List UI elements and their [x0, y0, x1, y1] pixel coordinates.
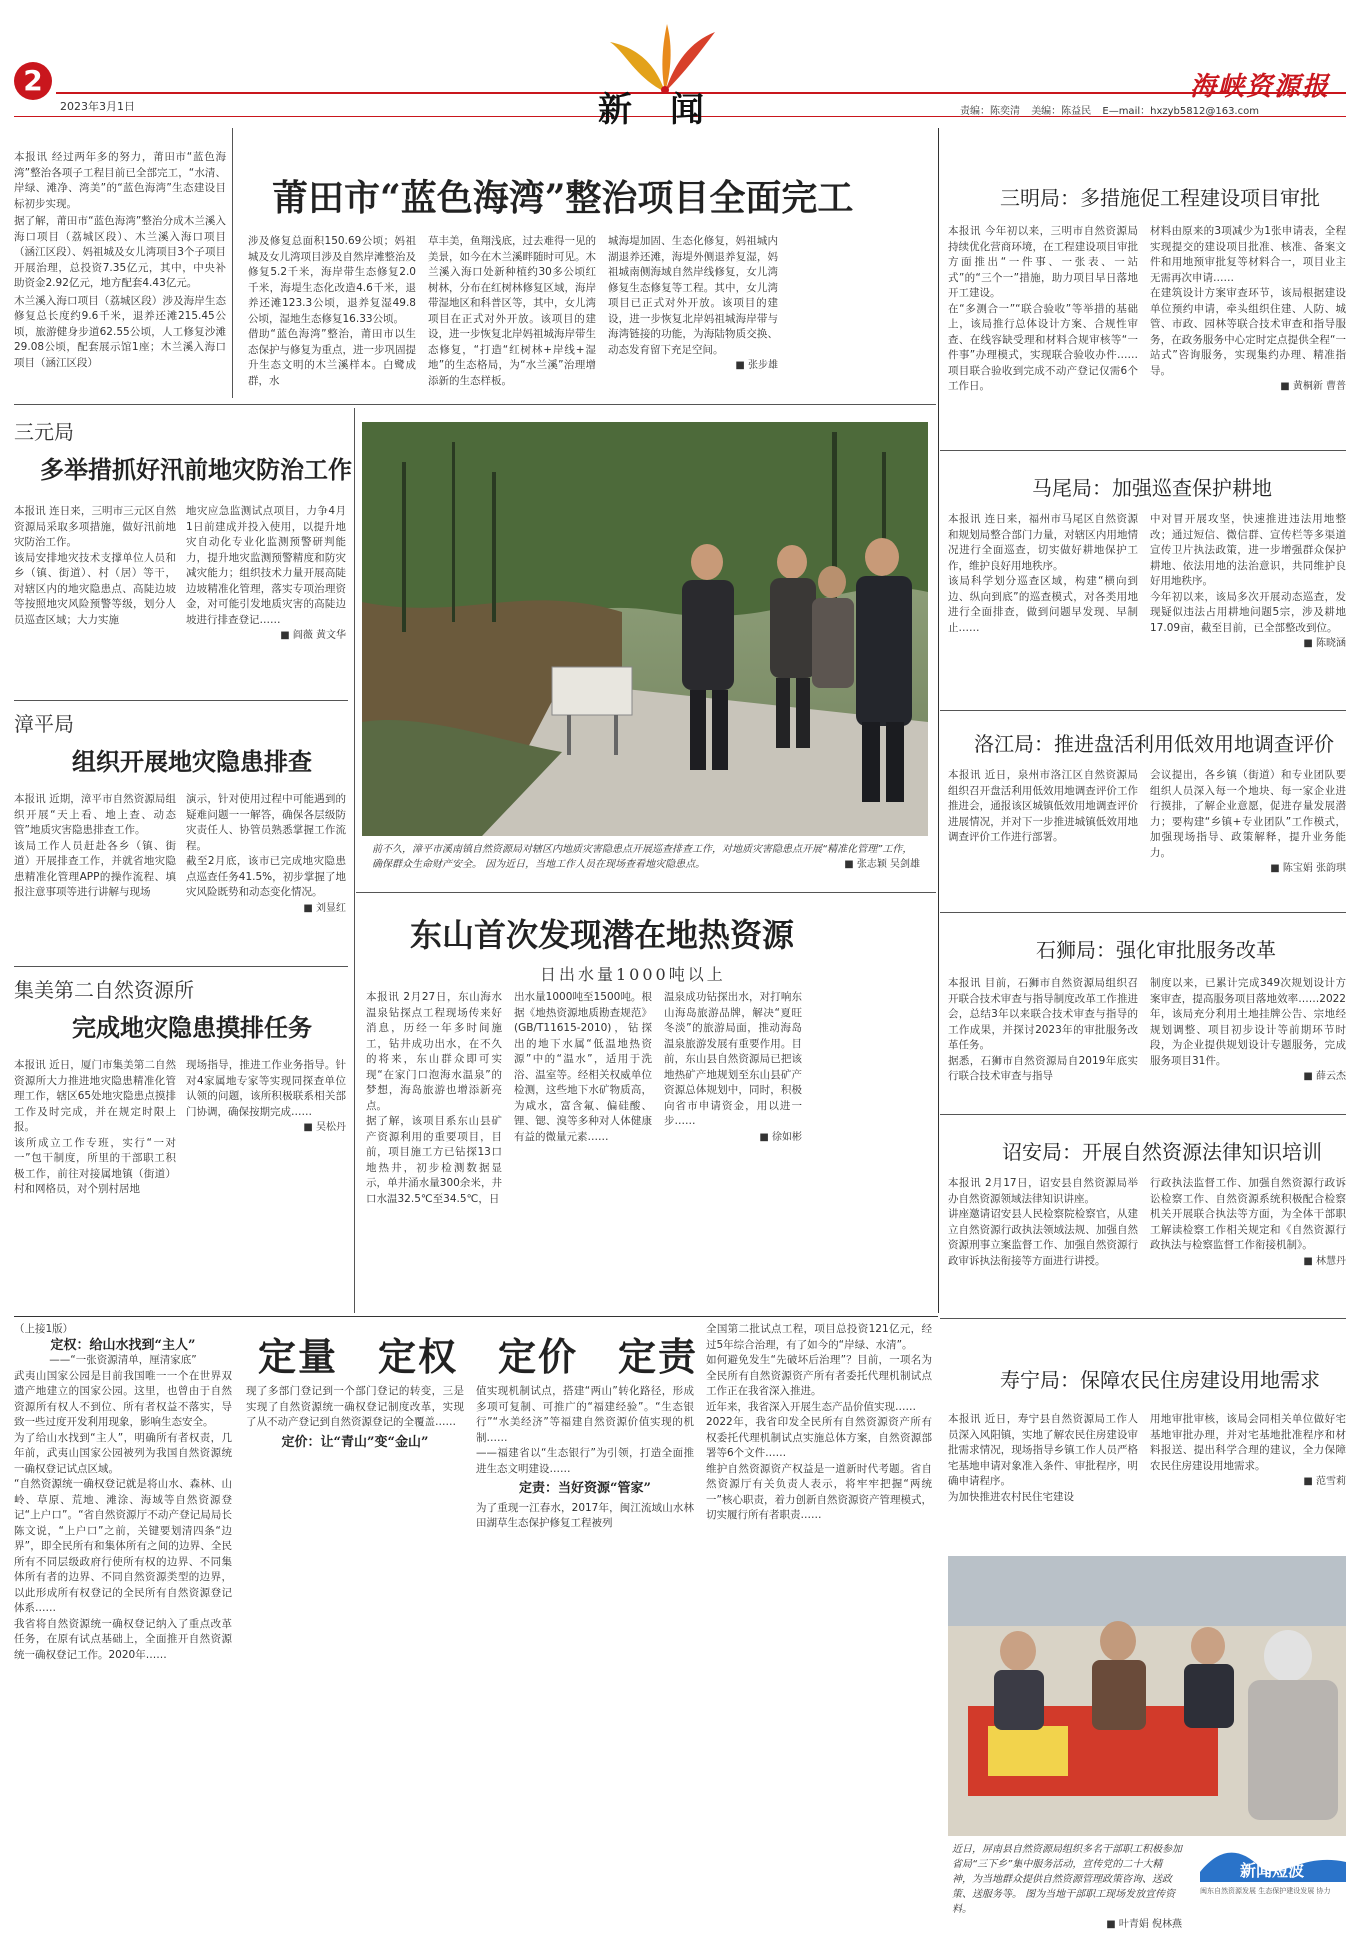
feature-sub1: 定权：给山水找到“主人”	[50, 1337, 196, 1353]
shouning-p3: 用地审批审核，该局会同相关单位做好宅基地审批办理，并对宅基地批准程序和材料报送、提出科学合理的建议，全力保障农民住房建设用地需求。	[1150, 1413, 1346, 1472]
sanming-p4: 在建筑设计方案审查环节，该局根据建设单位预约申请，牵头组织住建、人防、城管、市政、园林等联合技术审查和指导服务，在政务服务中心定时定点提供全程“一站式”咨询服务，实现集约办理、精准指导。	[1150, 287, 1346, 377]
feature-p14: 为了重现一江春水，2017年，闽江流域山水林田湖草生态保护修复工程被列	[476, 1501, 694, 1529]
luojiang-title: 洛江局：推进盘活利用低效用地调查评价	[974, 732, 1334, 756]
bottom-photo-caption	[952, 1842, 1182, 1932]
sanyuan-title: 多举措抓好汛前地灾防治工作	[40, 455, 352, 484]
lead-intro	[14, 150, 226, 371]
main-photo-credit: ■ 张志颖 吴剑雄	[844, 859, 920, 870]
designer: 美编：陈益民	[1031, 106, 1092, 117]
page-number: 2	[23, 64, 43, 97]
zhangping-col-2	[186, 792, 346, 916]
zhangping-author: ■ 刘显红	[303, 902, 346, 914]
divider	[14, 700, 348, 701]
feature-p10: 全国第二批试点工程，项目总投资121亿元，经过5年综合治理，有了如今的“岸绿、水清”。	[706, 1323, 932, 1351]
lead-p5: 草丰美，鱼翔浅底，过去难得一见的美景，如今在木兰溪畔随时可见。木兰溪入海口处新种植约30多公顷红树林，分布在红树林修复区域，海岸带湿地区和科普区等，其中，女儿湾项目在正式对外开放。该项目的建设，进一步恢复北岸妈祖城海岸带生态修复，“打造“红树林+岸线+湿地”的生态格局，为“水兰溪”治理增添新的生态样板。	[428, 235, 596, 387]
feature-continued: （上接1版）	[14, 1323, 74, 1335]
lead-col-2	[248, 234, 416, 389]
dongshan-col-1	[366, 990, 502, 1207]
shouning-author: ■ 范雪莉	[1303, 1476, 1346, 1487]
jimei-col-1	[14, 1058, 176, 1198]
sanming-author: ■ 黄桐新 曹普	[1280, 381, 1346, 392]
feature-p11: 如何避免发生“先破坏后治理”？目前，一项名为全民所有自然资源资产所有者委托代理机制试点工作正在我省深入推进。	[706, 1354, 932, 1397]
shouning-col-1	[948, 1412, 1138, 1505]
divider	[354, 408, 355, 1313]
feature-p5: 现了多部门登记到一个部门登记的转变，三是实现了自然资源统一确权登记制度改革，实现了从不动产登记到自然资源登记的全覆盖……	[246, 1385, 464, 1428]
shishi-p1: 本报讯 目前，石狮市自然资源局组织召开联合技术审查与指导制度改革工作推进会，总结3年以来联合技术审查与指导的工作成果，并探讨2023年的审批服务改革任务。	[948, 977, 1138, 1051]
lead-col-3	[428, 234, 596, 389]
shouning-title: 寿宁局：保障农民住房建设用地需求	[1000, 1368, 1320, 1392]
lead-p3: 涉及修复总面积150.69公顷；妈祖城及女儿湾项目涉及自然岸滩整治及修复5.2千米，海岸带生态修复2.0千米，海堤生态化改造4.6千米，退养还滩123.3公顷，退养复湿49.8公顷，湿地生态修复16.33公顷。	[248, 235, 416, 325]
editor: 责编：陈奕清	[960, 106, 1020, 117]
page-number-badge	[14, 62, 52, 100]
zhangping-tag: 漳平局	[14, 712, 74, 736]
mawei-p2: 该局科学划分巡查区域，构建“横向到边、纵向到底”的巡查模式，对各类用地进行全面排查，做到问题早发现、早制止……	[948, 575, 1138, 634]
zhangping-p3: 演示，针对使用过程中可能遇到的疑难问题一一解答，确保各层级防灾责任人、协管员熟悉掌握工作流程。	[186, 793, 346, 852]
zhangping-p2: 该局工作人员赶赴各乡（镇、街道）开展排查工作，并就省地灾隐患精准化管理APP的操作流程、填报注意事项等进行讲解与现场	[14, 839, 176, 898]
feature-col-2	[246, 1384, 464, 1454]
zhaoan-author: ■ 林慧丹	[1303, 1255, 1346, 1267]
section-title: 新 闻	[598, 90, 706, 130]
dongshan-subtitle: 日出水量1000吨以上	[540, 965, 726, 984]
main-photo-caption-text: 前不久，漳平市溪南镇自然资源局对辖区内地质灾害隐患点开展巡查排查工作，对地质灾害隐患点开展“精准化管理”工作，确保群众生命财产安全。	[372, 844, 913, 870]
zhangping-p4: 截至2月底，该市已完成地灾隐患点巡查任务41.5%，初步掌握了地灾风险既势和动态变化情况。	[186, 855, 346, 898]
luojiang-col-2	[1150, 768, 1346, 877]
issue-date: 2023年3月1日	[60, 100, 135, 113]
sanyuan-col-2	[186, 504, 346, 644]
email: E—mail：hxzyb5812@163.com	[1102, 106, 1259, 117]
feature-p8: ——福建省以“生态银行”为引领，打造全面推进生态文明建设……	[476, 1447, 694, 1475]
luojiang-p1: 本报讯 近日，泉州市洛江区自然资源局组织召开盘活利用低效用地调查评价工作推进会，通报该区城镇低效用地调查评价进展情况，并对下一步推进城镇低效用地调查评价工作进行部署。	[948, 769, 1138, 843]
feature-col-3	[476, 1384, 694, 1532]
divider	[938, 128, 939, 1313]
sanyuan-tag: 三元局	[14, 420, 74, 444]
zhaoan-col-1	[948, 1176, 1138, 1269]
divider	[940, 450, 1346, 451]
dongshan-p4: 温泉成功钻探出水，对打响东山海岛旅游品牌，解决“夏旺冬淡”的旅游局面，推动海岛温泉旅游发展有重要作用。目前，东山县自然资源局已把该地热矿产地规划至东山县矿产资源总体规划中，同时，积极向省市申请资金，用以进一步……	[664, 991, 802, 1127]
news-brief-label: 新闻短波	[1240, 1861, 1305, 1880]
mawei-col-2	[1150, 512, 1346, 652]
dongshan-author: ■ 徐如彬	[759, 1131, 802, 1143]
dongshan-p1: 本报讯 2月27日，东山海水温泉钻探点工程现场传来好消息，历经一年多时间施工，钻井成功出水，在不久的将来，东山群众即可实现“在家门口泡海水温泉”的梦想，海岛旅游也增添新亮点。	[366, 991, 502, 1112]
feature-p2: 为了给山水找到“主人”，明确所有者权责，几年前，武夷山国家公园被列为我国自然资源统一确权登记试点区域。	[14, 1431, 232, 1475]
lead-p6: 城海堤加固、生态化修复，妈祖城内湖退养还滩，海堤外侧退养复湿，妈祖城南侧海域自然岸线修复，女儿湾修复生态修复等工程。其中，女儿湾项目已正式对外开放。该项目的建设，进一步恢复北岸妈祖城海岸带与海湾链接的功能，为海陆物质交换、动态发育留下充足空间。	[608, 235, 778, 356]
feature-p13: 2022年，我省印发全民所有自然资源资产所有权委托代理机制试点实施总体方案，自然资源部署等6个文件……	[706, 1416, 932, 1459]
shouning-p1: 本报讯 近日，寿宁县自然资源局工作人员深入风阳镇，实地了解农民住房建设审批需求情况，现场指导乡镇工作人员严格宅基地申请对象准入条件、审批程序，明确申请程序。	[948, 1413, 1138, 1487]
sanming-p1: 本报讯 今年初以来，三明市自然资源局持续优化营商环境，在工程建设项目审批方面推出“一件事、一张表、一站式”的“三个一”措施，助力项目早日落地开工建设。	[948, 225, 1138, 299]
bottom-photo-caption-text: 近日，屏南县自然资源局组织多名干部职工积极参加省局“三下乡”集中服务活动，宣传党的二十大精神，为当地群众提供自然资源管理政策咨询、送政策、送服务等。	[952, 1844, 1182, 1900]
paper-name: 海峡资源报	[1190, 72, 1331, 102]
lead-intro-text: 本报讯 经过两年多的努力，莆田市“蓝色海湾”整治各项子工程目前已全部完工，“水清、岸绿、滩净、湾美”的“蓝色海湾”生态建设目标初步实现。	[14, 151, 226, 210]
mawei-p4: 今年初以来，该局多次开展动态巡查，发现疑似违法占用耕地问题5宗，涉及耕地17.09亩，截至目前，已全部整改到位。	[1150, 590, 1346, 634]
feature-p3: “自然资源统一确权登记就是将山水、森林、山岭、草原、荒地、滩涂、海域等自然资源登记“上户口”。“省自然资源厅不动产登记局局长陈文说，“上户口”之前，关键要划清四条“边界”，即全民所有和集体所有之间的边界、全民所有不同层级政府行使所有权的边界、不同集体所有者的边界、不同自然资源类型的边界，以此形成所有权登记的全民所有自然资源登记体系……	[14, 1478, 232, 1614]
divider	[232, 128, 233, 398]
sanyuan-p1: 本报讯 连日来，三明市三元区自然资源局采取多项措施，做好汛前地灾防治工作。	[14, 505, 176, 548]
dongshan-col-2	[514, 990, 652, 1145]
dongshan-col-3	[664, 990, 802, 1145]
sanming-p2: 在“多测合一”“联合验收”等举措的基础上，该局推行总体设计方案、合规性审查、在线容缺受理和材料合规审核等“一件事”办理模式，实现联合验收办件……项目联合验收到完成不动产登记仅需6个工作日。	[948, 302, 1138, 392]
jimei-p3: 现场指导，推进工作业务指导。针对4家属地专家等实现同探查单位认领的问题，该所积极联系相关部门协调，确保按期完成……	[186, 1059, 346, 1118]
divider	[14, 1316, 938, 1317]
zhangping-col-1	[14, 792, 176, 901]
sanyuan-col-1	[14, 504, 176, 628]
shouning-p2: 为加快推进农村民住宅建设	[948, 1490, 1074, 1503]
feature-p6: 定价：让“青山”变“金山”	[281, 1434, 429, 1450]
main-photo-caption	[372, 842, 920, 872]
luojiang-col-1	[948, 768, 1138, 846]
shouning-col-2	[1150, 1412, 1346, 1490]
feature-col-4	[706, 1322, 932, 1524]
shishi-col-2	[1150, 976, 1346, 1085]
bottom-photo-caption-text-2: 图为当地干部职工现场发放宣传资料。	[952, 1889, 1176, 1915]
feature-p1: 武夷山国家公园是目前我国唯一一个在世界双遗产地建立的国家公园。这里，也曾由于自然资源所有权人不到位、所有者权益不落实，导致一些过度开发利用现象，影响生态安全。	[14, 1369, 232, 1428]
divider	[14, 404, 936, 405]
divider	[356, 892, 936, 893]
field-inspection-photo	[362, 422, 928, 836]
sanyuan-author: ■ 阎薇 黄文华	[280, 630, 346, 641]
sanming-col-1	[948, 224, 1138, 395]
lead-title: 莆田市“蓝色海湾”整治项目全面完工	[272, 177, 854, 219]
divider	[14, 966, 348, 967]
feature-col-1	[14, 1322, 232, 1663]
jimei-title: 完成地灾隐患摸排任务	[72, 1013, 312, 1042]
news-brief-badge	[1200, 1842, 1346, 1902]
dongshan-title: 东山首次发现潜在地热资源	[410, 916, 795, 954]
sanyuan-p2: 该局安排地灾技术支撑单位人员和乡（镇、街道）、村（居）等干，对辖区内的地灾隐患点、高陡边坡等按照地灾风险预警等级，划分人员巡查区域；大力实施	[14, 551, 176, 626]
feature-sub1-line: ——“一张资源清单，厘清家底”	[49, 1354, 197, 1366]
dongshan-p2: 据了解，该项目系东山县矿产资源利用的重要项目，目前，项目施工方已钻探13口地热井，初步检测数据显示，单井涌水量300余米，井口水温32.5℃至34.5℃，日	[366, 1115, 502, 1205]
shishi-title: 石狮局：强化审批服务改革	[1036, 938, 1276, 962]
zhaoan-col-2	[1150, 1176, 1346, 1269]
divider	[940, 912, 1346, 913]
shishi-author: ■ 薛云杰	[1303, 1071, 1346, 1082]
mawei-p1: 本报讯 连日来，福州市马尾区自然资源和规划局整合部门力量，对辖区内用地情况进行全面巡查，切实做好耕地保护工作，维护良好用地秩序。	[948, 513, 1138, 572]
sanyuan-p3: 地灾应急监测试点项目，力争4月1日前建成并投入使用，以提升地灾自动化专业化监测预警研判能力，提升地灾监测预警精度和防灾减灾能力；组织技术力量开展高陡边坡精准化管理，落实专项治理资金，对可能引发地质灾害的高陡边坡进行排查登记……	[186, 505, 346, 626]
jimei-tag: 集美第二自然资源所	[14, 978, 194, 1002]
mawei-p3: 中对冒开展攻坚，快速推进违法用地整改；通过短信、微信群、宣传栏等多渠道宣传卫片执法政策，进一步增强群众保护耕地、依法用地的法治意识，共同维护良好用地秩序。	[1150, 513, 1346, 587]
mawei-author: ■ 陈晓涵	[1303, 638, 1346, 649]
zhaoan-p3: 行政执法监督工作、加强自然资源行政诉讼检察工作、自然资源系统积极配合检察机关开展联合执法等方面，为全体干部职工解读检察工作相关规定和《自然资源行政执法与检察监督工作衔接机制》。	[1150, 1177, 1346, 1251]
lead-p2: 木兰溪入海口项目（荔城区段）涉及海岸生态修复总长度约9.6千米，退养还滩215.45公顷，旅游健身步道62.55公顷，人工修复沙滩29.08公顷，配套展示馆1座；木兰溪入海口项目（涵江区段）	[14, 294, 226, 369]
sanming-p3: 材料由原来的3项减少为1张申请表，全程实现提交的建设项目批准、核准、备案文件和用地预审批复等材料合一，项目业主无需再次申请……	[1150, 225, 1346, 284]
jimei-p1: 本报讯 近日，厦门市集美第二自然资源所大力推进地灾隐患精准化管理工作，辖区65处地灾隐患点摸排工作及时完成，并在规定时限上报。	[14, 1059, 176, 1133]
main-photo-caption-text-2: 因为近日，当地工作人员在现场查看地灾隐患点。	[485, 859, 706, 870]
divider	[940, 710, 1346, 711]
mawei-title: 马尾局：加强巡查保护耕地	[1032, 476, 1272, 500]
editor-credit	[960, 102, 1259, 117]
shishi-col-1	[948, 976, 1138, 1085]
luojiang-p2: 会议提出，各乡镇（街道）和专业团队要组织人员深入每一个地块、每一家企业进行摸排，了解企业意愿，促进存量发展潜力；要构建“乡镇+专业团队”工作模式，加强现场指导、政策解释，提升业务能力。	[1150, 769, 1346, 859]
lead-author: ■ 张步雄	[735, 360, 778, 371]
feature-p7: 值实现机制试点，搭建“两山”转化路径，形成多项可复制、可推广的“福建经验”。“生态银行”“水美经济”等福建自然资源价值实现的机制……	[476, 1385, 694, 1444]
jimei-p2: 该所成立工作专班，实行“一对一”包干制度，所里的干部职工积极工作，前往对接属地镇（街道）村和网格员，对个别村居地	[14, 1136, 176, 1195]
luojiang-author: ■ 陈宝娟 张韵琪	[1270, 863, 1346, 874]
zhangping-p1: 本报讯 近期，漳平市自然资源局组织开展“天上看、地上查、动态管”地质灾害隐患排查工作。	[14, 793, 176, 836]
lead-p4: 借助“蓝色海湾”整治，莆田市以生态保护与修复为重点，进一步巩固提升生态文明的木兰溪样本。白鹭成群，水	[248, 328, 416, 387]
service-event-photo	[948, 1556, 1346, 1836]
feature-p15: 维护自然资源资产权益是一道新时代考题。省自然资源厅有关负责人表示，将牢牢把握“两统一”核心职责，着力创新自然资源资产管理模式，切实履行所有者职责……	[706, 1462, 932, 1521]
jimei-author: ■ 吴松丹	[303, 1122, 346, 1133]
shishi-p3: 制度以来，已累计完成349次规划设计方案审查，提高服务项目落地效率……2022年，该局充分利用土地挂牌公告、宗地经规划调整、项目初步设计等前期环节时段，为企业提供规划设计专题服务，完成服务项目31件。	[1150, 977, 1346, 1067]
mawei-col-1	[948, 512, 1138, 636]
bottom-photo-credit: ■ 叶青娟 倪林燕	[1106, 1919, 1182, 1930]
zhangping-title: 组织开展地灾隐患排查	[72, 747, 312, 776]
zhaoan-p1: 本报讯 2月17日，诏安县自然资源局举办自然资源领域法律知识讲座。	[948, 1177, 1138, 1205]
zhaoan-title: 诏安局：开展自然资源法律知识培训	[1002, 1140, 1322, 1164]
news-brief-sub: 闽东自然资源发展 生态保护建设发展 协力	[1200, 1887, 1331, 1895]
sanming-col-2	[1150, 224, 1346, 395]
shishi-p2: 据悉，石狮市自然资源局自2019年底实行联合技术审查与指导	[948, 1054, 1138, 1082]
lead-p1: 据了解，莆田市“蓝色海湾”整治分成木兰溪入海口项目（荔城区段）、木兰溪入海口项目（涵江区段）、妈祖城及女儿湾项目3个子项目开展治理，总投资7.35亿元，其中，中央补助资金2.92亿元，地方配套4.43亿元。	[14, 215, 226, 289]
feature-p9: 定责：当好资源“管家”	[519, 1481, 651, 1496]
divider	[940, 1318, 1346, 1319]
sanming-title: 三明局：多措施促工程建设项目审批	[1000, 186, 1320, 210]
feature-p4: 我省将自然资源统一确权登记纳入了重点改革任务，在原有试点基础上，全面推开自然资源统一确权登记工作。2020年……	[14, 1617, 232, 1661]
dongshan-p3: 出水量1000吨至1500吨。根据《地热资源地质勘查规范》(GB/T11615-2010)，钻探出的地下水属“低温地热资源”中的“温水”，适用于洗浴、温室等。经相关权威单位检测，这些地下水矿物质高，为咸水，富含氟、偏硅酸、锂、锶、溴等多种对人体健康有益的微量元素……	[514, 991, 652, 1143]
lead-col-4	[608, 234, 778, 374]
feature-title: 定量 定权 定价 定责	[258, 1334, 699, 1379]
zhaoan-p2: 讲座邀请诏安县人民检察院检察官，从建立自然资源行政执法领域法规、加强自然资源刑事立案监督工作、加强自然资源行政审诉执法衔接等方面进行讲授。	[948, 1208, 1138, 1267]
feature-p12: 近年来，我省深入开展生态产品价值实现……	[706, 1400, 916, 1413]
divider	[940, 1114, 1346, 1115]
jimei-col-2	[186, 1058, 346, 1136]
